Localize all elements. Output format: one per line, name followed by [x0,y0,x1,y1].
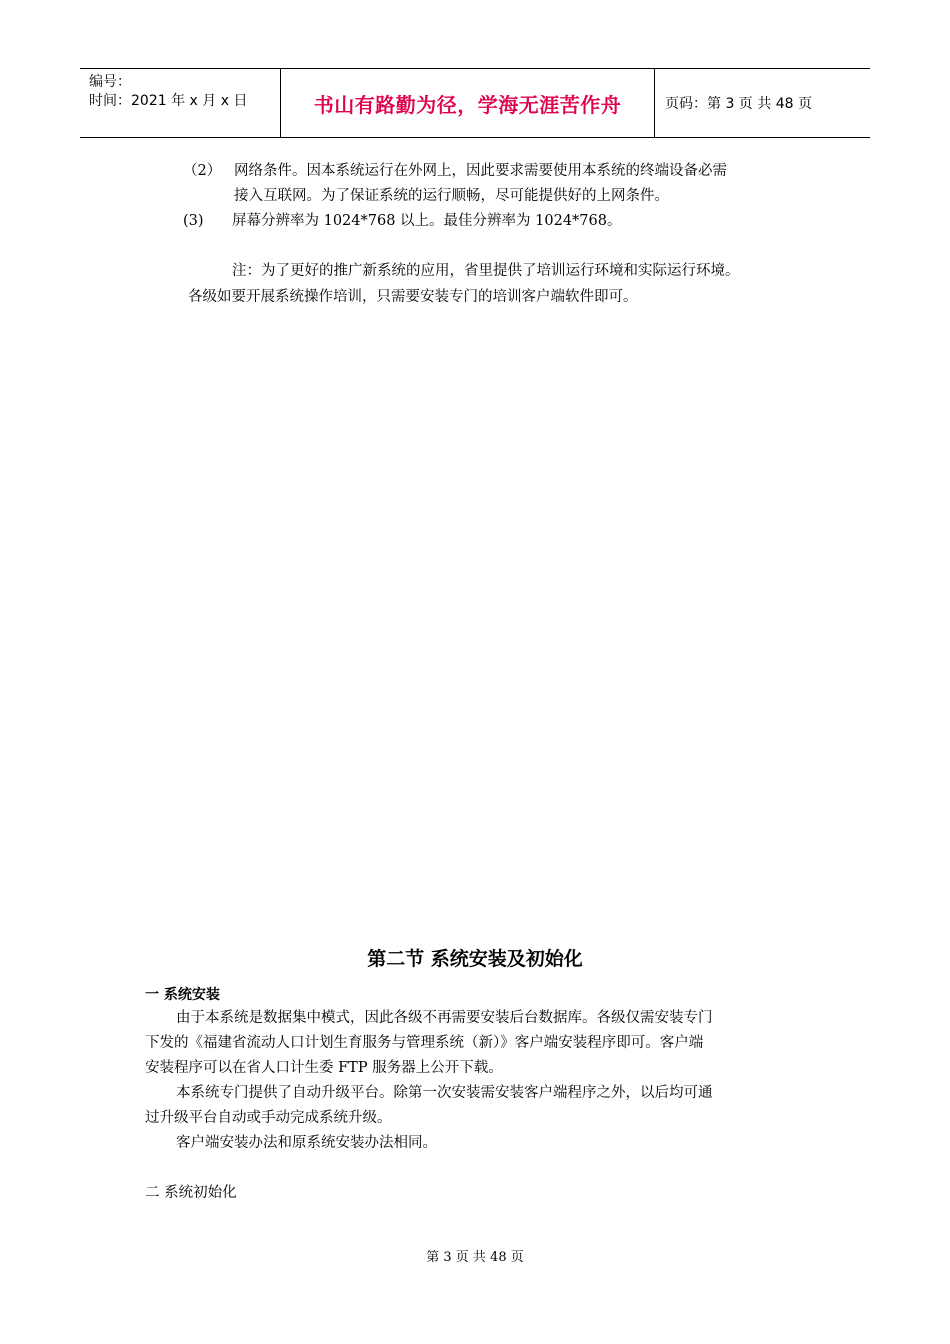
section-title: 第二节 系统安装及初始化 [367,948,583,970]
item2-line2: 接入互联网。为了保证系统的运行顺畅，尽可能提供好的上网条件。 [234,188,669,204]
item2-number: （2） [183,163,222,179]
install-para2-line1: 本系统专门提供了自动升级平台。除第一次安装需安装客户端程序之外，以后均可通 [176,1085,713,1101]
install-para1-line1: 由于本系统是数据集中模式，因此各级不再需要安装后台数据库。各级仅需安装专门 [176,1010,713,1026]
doc-time-label: 时间：2021 年 x 月 x 日 [89,93,248,109]
item3-number: (3) [183,213,204,229]
header-page-info: 页码：第 3 页 共 48 页 [665,96,812,112]
subsection-install-title: 一 系统安装 [145,987,220,1003]
header-meta [80,69,281,137]
install-para1-line3: 安装程序可以在省人口计生委 FTP 服务器上公开下载。 [145,1060,503,1076]
item2-line1: 网络条件。因本系统运行在外网上，因此要求需要使用本系统的终端设备必需 [234,163,727,179]
install-para2-line2: 过升级平台自动或手动完成系统升级。 [145,1110,392,1126]
note-line2: 各级如要开展系统操作培训，只需要安装专门的培训客户端软件即可。 [188,289,638,305]
install-para3-line1: 客户端安装办法和原系统安装办法相同。 [176,1135,437,1151]
page-footer: 第 3 页 共 48 页 [426,1250,524,1265]
item3-text: 屏幕分辨率为 1024*768 以上。最佳分辨率为 1024*768。 [232,213,622,229]
subsection-init-title: 二 系统初始化 [145,1185,237,1201]
page-header [80,68,870,138]
header-motto: 书山有路勤为径，学海无涯苦作舟 [281,69,655,137]
doc-number-label: 编号： [89,74,131,90]
note-line1: 注：为了更好的推广新系统的应用，省里提供了培训运行环境和实际运行环境。 [232,263,740,279]
install-para1-line2: 下发的《福建省流动人口计划生育服务与管理系统（新）》客户端安装程序即可。客户端 [145,1035,704,1051]
